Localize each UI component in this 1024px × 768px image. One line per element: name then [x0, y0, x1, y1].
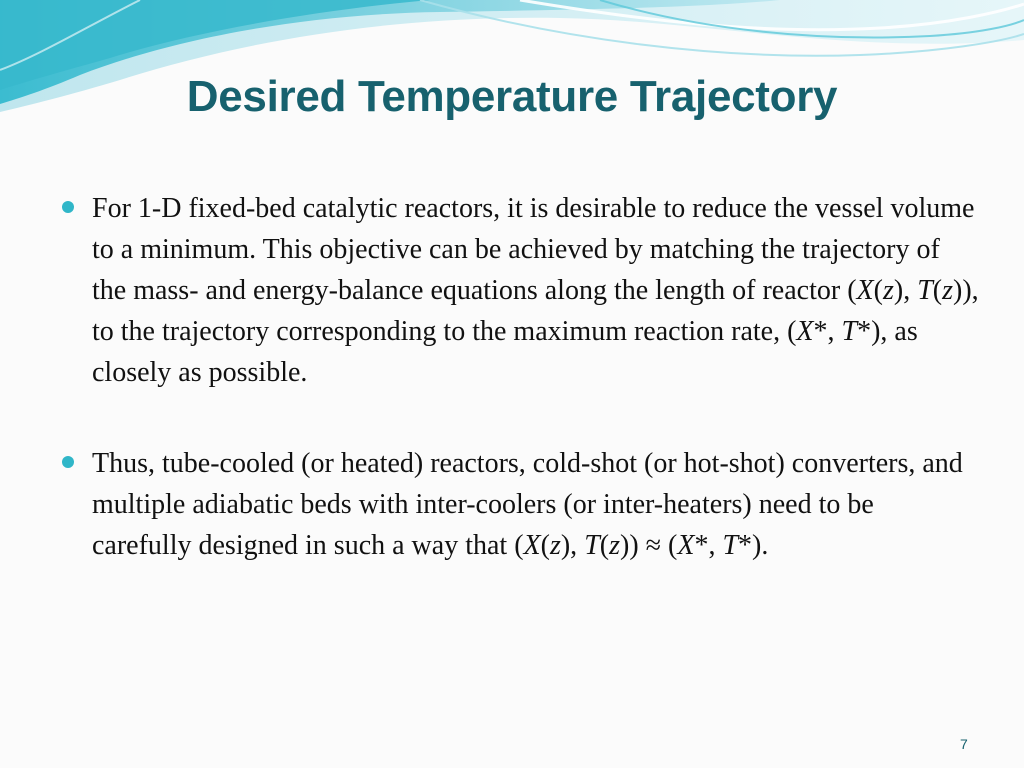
italic-symbol: z — [942, 275, 954, 306]
slide-title: Desired Temperature Trajectory — [186, 72, 838, 121]
slide-content — [60, 188, 980, 616]
bullet-text: Thus, tube-cooled (or heated) reactors, cold-shot (or hot-shot) converters, and multiple adiabatic beds with inter-coolers (or inter-heaters) need to be carefully designed in such a way that (X(z), T(z)) ≈ (X*, T*). — [92, 448, 963, 561]
italic-symbol: T — [841, 316, 858, 347]
italic-symbol: X — [677, 530, 695, 561]
italic-symbol: X — [796, 316, 814, 347]
italic-symbol: z — [549, 530, 561, 561]
italic-symbol: T — [722, 530, 739, 561]
italic-symbol: z — [882, 275, 894, 306]
italic-symbol: X — [856, 275, 874, 306]
italic-symbol: T — [917, 275, 933, 306]
bullet-dot-icon — [62, 456, 74, 468]
italic-symbol: X — [523, 530, 541, 561]
bullet-item — [60, 443, 980, 566]
italic-symbol: z — [609, 530, 620, 561]
bullet-text: For 1-D fixed-bed catalytic reactors, it is desirable to reduce the vessel volume to a minimum. This objective can be achieved by matching the trajectory of the mass- and energy-balance equations along the length of reactor (X(z), T(z)), to the trajectory corresponding to the maximum reaction rate, (X*, T*), as closely as possible. — [92, 193, 979, 388]
page-number: 7 — [960, 736, 968, 752]
bullet-item — [60, 188, 980, 393]
bullet-dot-icon — [62, 201, 74, 213]
italic-symbol: T — [584, 530, 600, 561]
